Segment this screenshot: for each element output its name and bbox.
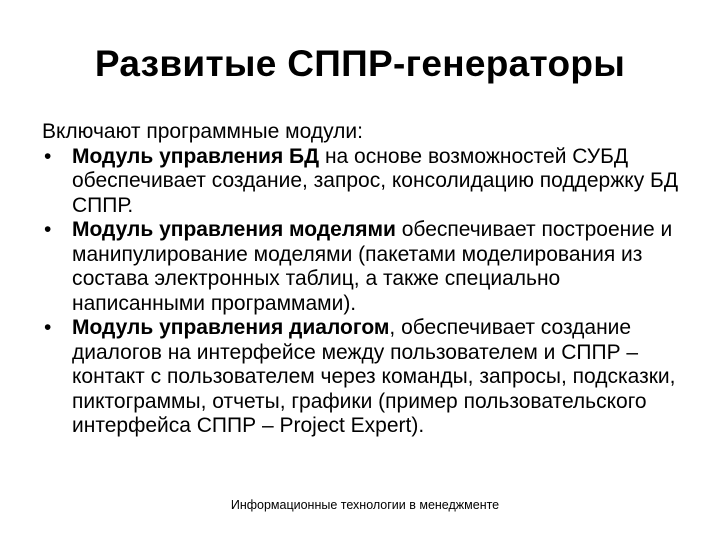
bullet-text: обеспечивает построение и манипулирование моделями (пакетами моделирования из состава электронных таблиц, а также специально написанными программами). bbox=[72, 218, 673, 315]
bullet-list bbox=[42, 145, 692, 439]
bullet-dialog-module bbox=[42, 316, 692, 439]
bullet-heading: Модуль управления диалогом bbox=[72, 316, 390, 339]
bullet-dot-icon: • bbox=[44, 218, 52, 241]
bullet-text: на основе возможностей СУБД обеспечивает создание, запрос, консолидацию поддержку БД СППР. bbox=[72, 144, 679, 217]
slide-body bbox=[42, 120, 692, 439]
bullet-heading: Модуль управления моделями bbox=[72, 218, 396, 241]
bullet-dot-icon: • bbox=[44, 144, 52, 168]
intro-text: Включают программные модули: bbox=[42, 120, 363, 143]
bullet-heading: Модуль управления БД bbox=[72, 144, 320, 168]
bullet-model-module bbox=[42, 218, 692, 316]
bullet-db-module bbox=[42, 145, 692, 219]
slide-footer: Информационные технологии в менеджменте bbox=[230, 498, 500, 512]
bullet-text: , обеспечивает создание диалогов на интерфейсе между пользователем и СППР – контакт с пользователем через команды, запросы, подсказки, пиктограммы, отчеты, графики (пример пользовательского интерфейса СППР – Project Expert). bbox=[72, 316, 676, 437]
slide-title: Развитые СППР-генераторы bbox=[94, 43, 626, 84]
bullet-dot-icon: • bbox=[44, 316, 52, 339]
